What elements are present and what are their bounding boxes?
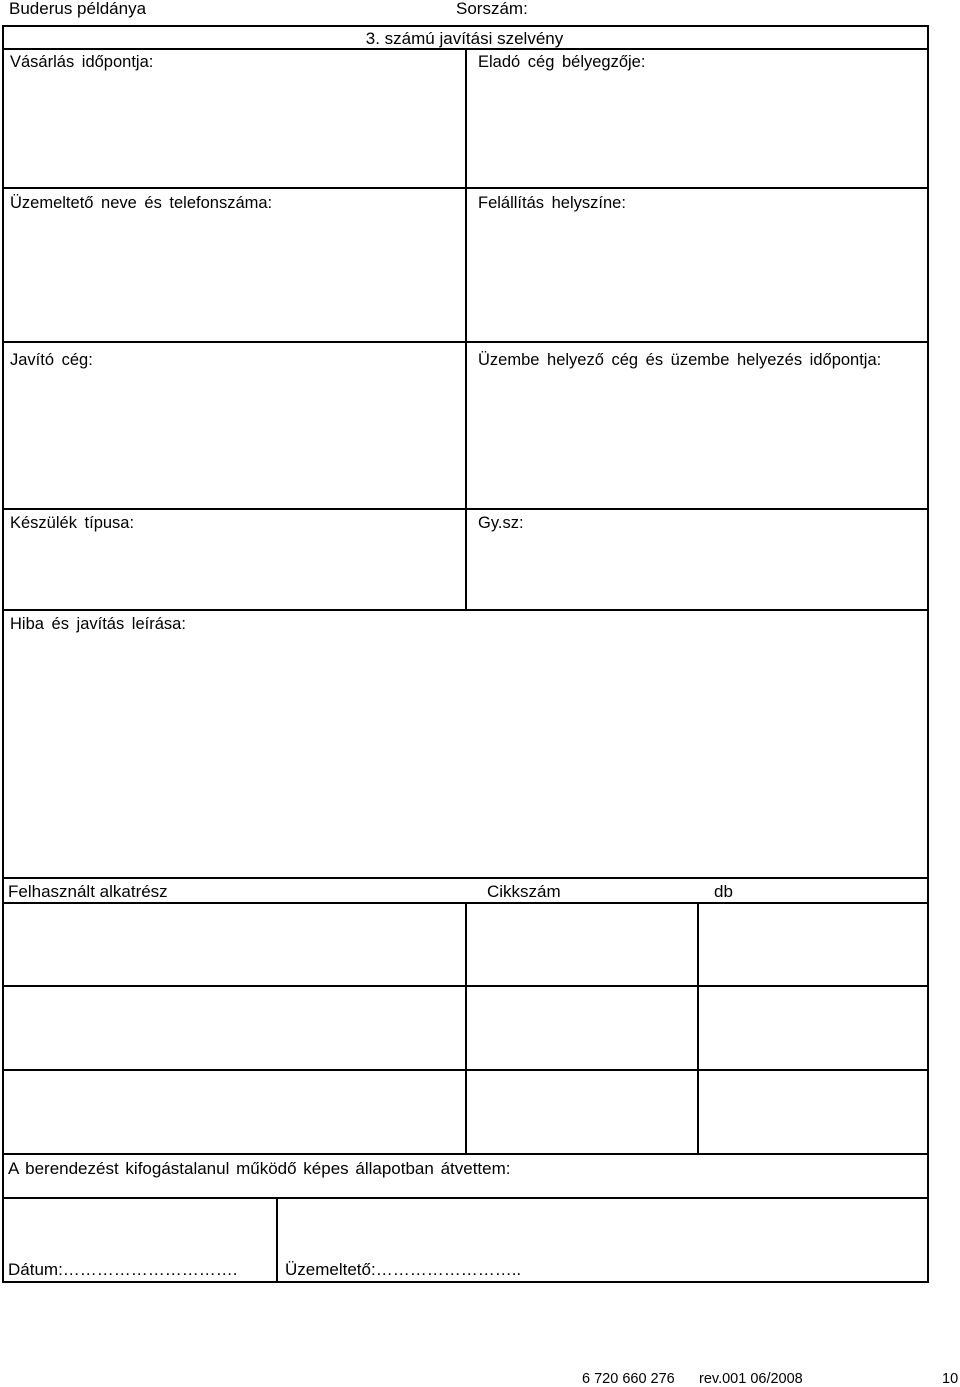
- column-divider: [465, 902, 467, 1153]
- divider-line: [2, 1153, 929, 1155]
- operator-name-phone-label: Üzemeltető neve és telefonszáma:: [10, 194, 273, 212]
- repair-company-label: Javító cég:: [10, 351, 93, 369]
- operator-signature-field: Üzemeltető:……………………..: [285, 1260, 522, 1279]
- parts-column-header: Felhasznált alkatrész: [8, 882, 168, 901]
- revision-label: rev.001 06/2008: [699, 1371, 803, 1387]
- divider-line: [2, 1197, 929, 1199]
- page-number: 10: [942, 1371, 959, 1387]
- date-signature-field: Dátum:………………………….: [8, 1260, 238, 1279]
- serial-number-label: Sorszám:: [456, 0, 528, 18]
- seller-stamp-label: Eladó cég bélyegzője:: [478, 53, 646, 71]
- commissioning-label: Üzembe helyező cég és üzembe helyezés időpontja:: [478, 351, 882, 369]
- installation-site-label: Felállítás helyszíne:: [478, 194, 626, 212]
- column-divider: [276, 1197, 278, 1283]
- device-type-label: Készülék típusa:: [10, 514, 135, 532]
- purchase-date-label: Vásárlás időpontja:: [10, 53, 154, 71]
- quantity-column-header: db: [714, 882, 733, 901]
- document-number: 6 720 660 276: [582, 1371, 675, 1387]
- column-divider: [465, 48, 467, 609]
- fault-description-label: Hiba és javítás leírása:: [10, 615, 186, 633]
- divider-line: [2, 609, 929, 611]
- acceptance-statement: A berendezést kifogástalanul működő képes állapotban átvettem:: [8, 1159, 511, 1178]
- divider-line: [2, 877, 929, 879]
- copy-label: Buderus példánya: [9, 0, 147, 18]
- serial-number-field-label: Gy.sz:: [478, 514, 524, 532]
- part-number-column-header: Cikkszám: [487, 882, 561, 901]
- column-divider: [697, 902, 699, 1153]
- form-title: 3. számú javítási szelvény: [365, 29, 564, 48]
